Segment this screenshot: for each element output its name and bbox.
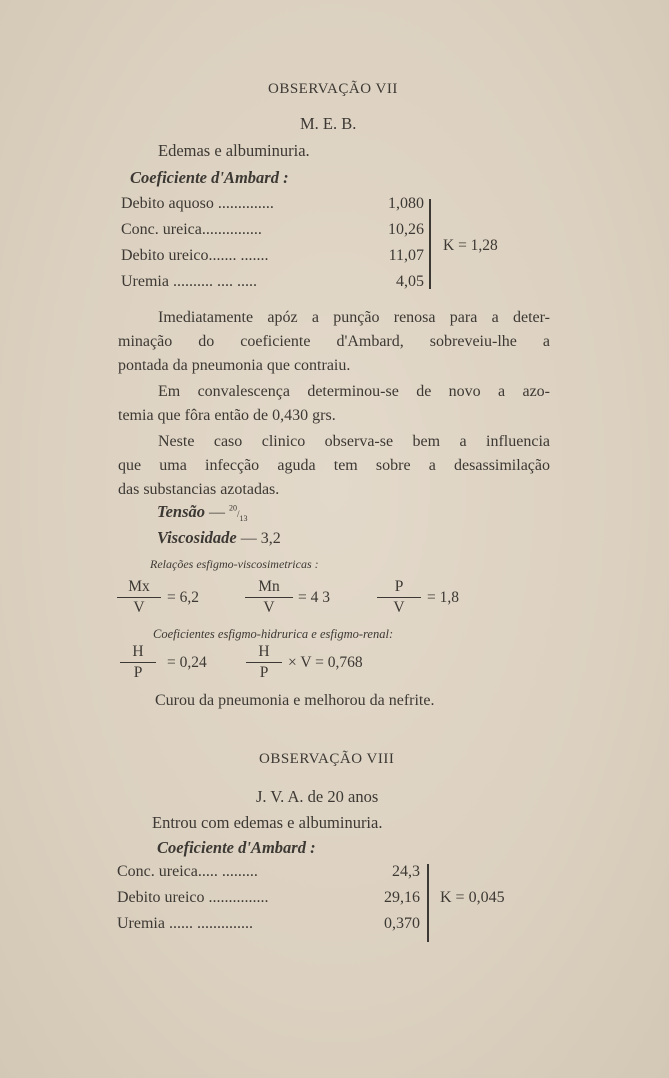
text-line: Em convalescença determinou-se de novo a azo- [158, 383, 550, 400]
obs7-tensao [157, 502, 248, 523]
obs7-row-conc-ureica [121, 221, 424, 239]
ratio-numerator: Mx [128, 578, 150, 595]
row-label: Conc. ureica............... [121, 221, 262, 238]
ratio-denominator: P [133, 664, 143, 681]
row-value: 24,3 [392, 863, 420, 880]
fraction-bar [245, 597, 293, 598]
obs8-patient: J. V. A. de 20 anos [256, 787, 379, 806]
obs8-title: OBSERVAÇÃO VIII [259, 751, 395, 767]
obs7-row-debito-aquoso [121, 195, 424, 213]
text-line: temia que fôra então de 0,430 grs. [118, 407, 336, 424]
obs7-relacoes-heading: Relações esfigmo-viscosimetricas : [150, 557, 319, 571]
obs8-row-conc-ureica [117, 863, 420, 881]
obs7-k-value: K = 1,28 [443, 237, 498, 254]
tensao-label: Tensão [157, 502, 205, 521]
row-label: Uremia ...... .............. [117, 915, 253, 932]
obs7-title: OBSERVAÇÃO VII [268, 81, 398, 97]
fraction-bar [120, 662, 156, 663]
ratio-numerator: P [394, 578, 404, 595]
obs7-row-debito-ureico [121, 247, 424, 265]
obs7-coef-esfigmo-heading: Coeficientes esfigmo-hidrurica e esfigmo-renal: [153, 627, 394, 641]
obs7-paragraph-1 [118, 306, 550, 378]
text-line: pontada da pneumonia que contraiu. [118, 357, 351, 374]
fraction-bar [377, 597, 421, 598]
obs7-ratio-mx-v [117, 578, 161, 617]
ratio-denominator: V [393, 599, 405, 616]
row-value: 29,16 [384, 889, 420, 906]
text-line: que uma infecção aguda tem sobre a desassimilação [118, 457, 550, 474]
visc-label: Viscosidade [157, 528, 237, 547]
row-value: 4,05 [396, 273, 424, 290]
obs7-ratio-h-p-v-value: × V = 0,768 [288, 654, 363, 671]
obs7-ratio-p-v-value: = 1,8 [427, 589, 459, 606]
visc-value: — 3,2 [236, 530, 281, 547]
fraction-bar [117, 597, 161, 598]
tensao-dash: — [205, 504, 229, 521]
tensao-slash: / [237, 509, 240, 519]
row-label: Debito ureico....... ....... [121, 247, 269, 264]
obs8-k-value: K = 0,045 [440, 889, 505, 906]
obs7-row-uremia [121, 273, 424, 291]
tensao-numerator: 20 [229, 503, 237, 513]
obs7-brace [429, 199, 431, 289]
obs7-ratio-mx-v-value: = 6,2 [167, 589, 199, 606]
obs7-paragraph-3 [118, 430, 550, 502]
obs7-ratio-h-p-value: = 0,24 [167, 654, 207, 671]
obs7-ratio-h-p [120, 643, 156, 682]
obs7-paragraph-2 [118, 380, 550, 428]
obs7-ratio-mn-v-value: = 4 3 [298, 589, 330, 606]
text-line: Imediatamente apóz a punção renosa para a deter- [158, 309, 550, 326]
ratio-denominator: P [259, 664, 269, 681]
obs7-ratio-p-v [377, 578, 421, 617]
obs7-ratio-mn-v [245, 578, 293, 617]
row-value: 10,26 [388, 221, 424, 238]
row-value: 1,080 [388, 195, 424, 212]
obs8-row-debito-ureico [117, 889, 420, 907]
obs8-coef-heading: Coeficiente d'Ambard : [157, 838, 316, 857]
obs8-subtitle: Entrou com edemas e albuminuria. [152, 813, 383, 832]
row-value: 0,370 [384, 915, 420, 932]
fraction-bar [246, 662, 282, 663]
row-label: Uremia .......... .... ..... [121, 273, 257, 290]
obs8-row-uremia [117, 915, 420, 933]
ratio-denominator: V [133, 599, 145, 616]
ratio-numerator: H [132, 643, 144, 660]
obs7-viscosidade [157, 528, 281, 548]
ratio-numerator: H [258, 643, 270, 660]
ratio-numerator: Mn [258, 578, 280, 595]
tensao-denominator: 13 [239, 514, 248, 524]
obs8-brace [427, 864, 429, 942]
ratio-denominator: V [263, 599, 275, 616]
obs7-patient: M. E. B. [300, 114, 357, 133]
text-line: das substancias azotadas. [118, 481, 280, 498]
obs7-ratio-h-p-v [246, 643, 282, 682]
text-line: minação do coeficiente d'Ambard, sobreveiu-lhe a [118, 333, 550, 350]
obs7-subtitle: Edemas e albuminuria. [158, 141, 310, 160]
obs7-closing: Curou da pneumonia e melhorou da nefrite. [155, 692, 435, 709]
row-label: Debito ureico ............... [117, 889, 269, 906]
row-label: Conc. ureica..... ......... [117, 863, 258, 880]
obs7-coef-heading: Coeficiente d'Ambard : [130, 168, 289, 187]
row-label: Debito aquoso .............. [121, 195, 274, 212]
row-value: 11,07 [388, 247, 424, 264]
text-line: Neste caso clinico observa-se bem a influencia [158, 433, 550, 450]
